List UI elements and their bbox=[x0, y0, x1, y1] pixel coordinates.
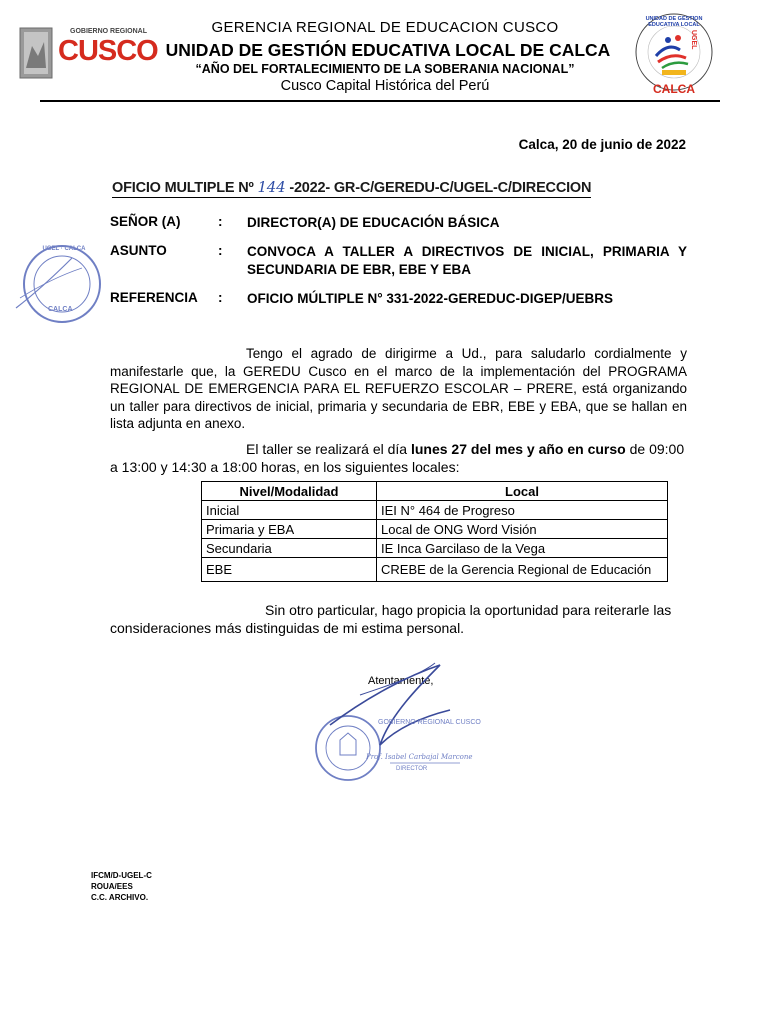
table-row bbox=[202, 520, 668, 539]
stamp-org-text: GOBIERNO REGIONAL CUSCO bbox=[378, 719, 481, 726]
table-cell-local: IE Inca Garcilaso de la Vega bbox=[377, 539, 668, 558]
table-row bbox=[202, 558, 668, 582]
field-value-asunto: CONVOCA A TALLER A DIRECTIVOS DE INICIAL, PRIMARIA Y SECUNDARIA DE EBR, EBE Y EBA bbox=[247, 244, 687, 277]
header-line-3: “AÑO DEL FORTALECIMIENTO DE LA SOBERANIA NACIONAL” bbox=[195, 62, 575, 76]
field-colon: : bbox=[218, 243, 223, 258]
closing-paragraph bbox=[110, 601, 687, 637]
field-label-referencia: REFERENCIA bbox=[110, 290, 198, 305]
table-header-local: Local bbox=[377, 482, 668, 501]
field-value-referencia: OFICIO MÚLTIPLE N° 331-2022-GEREDUC-DIGEP/UEBRS bbox=[247, 291, 613, 306]
header-divider bbox=[40, 100, 720, 102]
body-paragraph-1-text: Tengo el agrado de dirigirme a Ud., para saludarlo cordialmente y manifestarle que, la GEREDU Cusco en el marco de la implementación del PROGRAMA REGIONAL DE EMERGENCIA PARA EL REFUERZO ESCOLAR – PRERE, está organizando un taller para directivos de inicial, primaria y secundaria de EBR, EBE y EBA, que se hallan en lista adjunta en anexo. bbox=[110, 346, 687, 431]
table-header-row bbox=[202, 482, 668, 501]
signature-block bbox=[300, 655, 480, 785]
seal-ring-text: UGEL · CALCA bbox=[42, 246, 86, 252]
oficio-title bbox=[112, 178, 591, 198]
cc-line: ROUA/EES bbox=[91, 882, 133, 891]
paragraph-2-date: lunes 27 del mes y año en curso bbox=[410, 441, 626, 457]
paragraph-2-end: de 09:00 a 13:00 y 14:30 a 18:00 horas, en los siguientes locales: bbox=[110, 441, 685, 475]
closing-text: Sin otro particular, hago propicia la oportunidad para reiterarle las consideraciones más distinguidas de mi estima personal. bbox=[110, 602, 672, 636]
oficio-prefix: OFICIO MULTIPLE Nº bbox=[112, 180, 254, 196]
table-cell-local: IEI N° 464 de Progreso bbox=[377, 501, 668, 520]
salutation: Atentamente, bbox=[368, 675, 434, 687]
logo-big-text: CUSCO bbox=[58, 35, 158, 67]
table-cell-nivel: Inicial bbox=[202, 501, 377, 520]
locales-table bbox=[201, 481, 668, 582]
seal-center-text: CALCA bbox=[48, 306, 73, 313]
header-line-4: Cusco Capital Histórica del Perú bbox=[280, 78, 490, 94]
field-label-asunto: ASUNTO bbox=[110, 243, 167, 258]
document-date: Calca, 20 de junio de 2022 bbox=[518, 137, 686, 152]
stamp-role-text: DIRECTOR bbox=[396, 766, 428, 772]
field-label-senor: SEÑOR (A) bbox=[110, 214, 181, 229]
gobierno-regional-cusco-logo bbox=[18, 26, 158, 82]
body-paragraph-2 bbox=[110, 440, 687, 476]
body-paragraph-1 bbox=[110, 345, 687, 433]
logo-ring-text: UNIDAD DE GESTION EDUCATIVA LOCAL bbox=[645, 16, 703, 28]
header-line-2: UNIDAD DE GESTIÓN EDUCATIVA LOCAL DE CALCA bbox=[165, 40, 611, 60]
paragraph-2-start: El taller se realizará el día bbox=[246, 441, 411, 457]
stamp-name-text: Prof. Isabel Carbajal Marcone bbox=[366, 753, 473, 761]
logo-small-text: GOBIERNO REGIONAL bbox=[70, 28, 148, 35]
cc-line: IFCM/D-UGEL-C bbox=[91, 871, 152, 880]
field-colon: : bbox=[218, 214, 223, 229]
table-row bbox=[202, 539, 668, 558]
table-cell-local: Local de ONG Word Visión bbox=[377, 520, 668, 539]
header-line-1: GERENCIA REGIONAL DE EDUCACION CUSCO bbox=[211, 19, 559, 36]
table-cell-nivel: EBE bbox=[202, 558, 377, 582]
ugel-seal-stamp bbox=[12, 238, 104, 330]
field-value-senor: DIRECTOR(A) DE EDUCACIÓN BÁSICA bbox=[247, 215, 500, 230]
field-colon: : bbox=[218, 290, 223, 305]
oficio-suffix: -2022- GR-C/GEREDU-C/UGEL-C/DIRECCION bbox=[289, 180, 592, 196]
ugel-calca-logo bbox=[628, 12, 720, 98]
table-cell-local: CREBE de la Gerencia Regional de Educación bbox=[377, 558, 668, 582]
cc-line: C.C. ARCHIVO. bbox=[91, 893, 149, 902]
table-row bbox=[202, 501, 668, 520]
table-cell-nivel: Secundaria bbox=[202, 539, 377, 558]
table-header-nivel: Nivel/Modalidad bbox=[202, 482, 377, 501]
oficio-number-handwritten: 144 bbox=[257, 178, 286, 196]
logo-center-text: UGEL bbox=[690, 30, 697, 50]
logo-bottom-text: CALCA bbox=[653, 82, 695, 96]
table-cell-nivel: Primaria y EBA bbox=[202, 520, 377, 539]
